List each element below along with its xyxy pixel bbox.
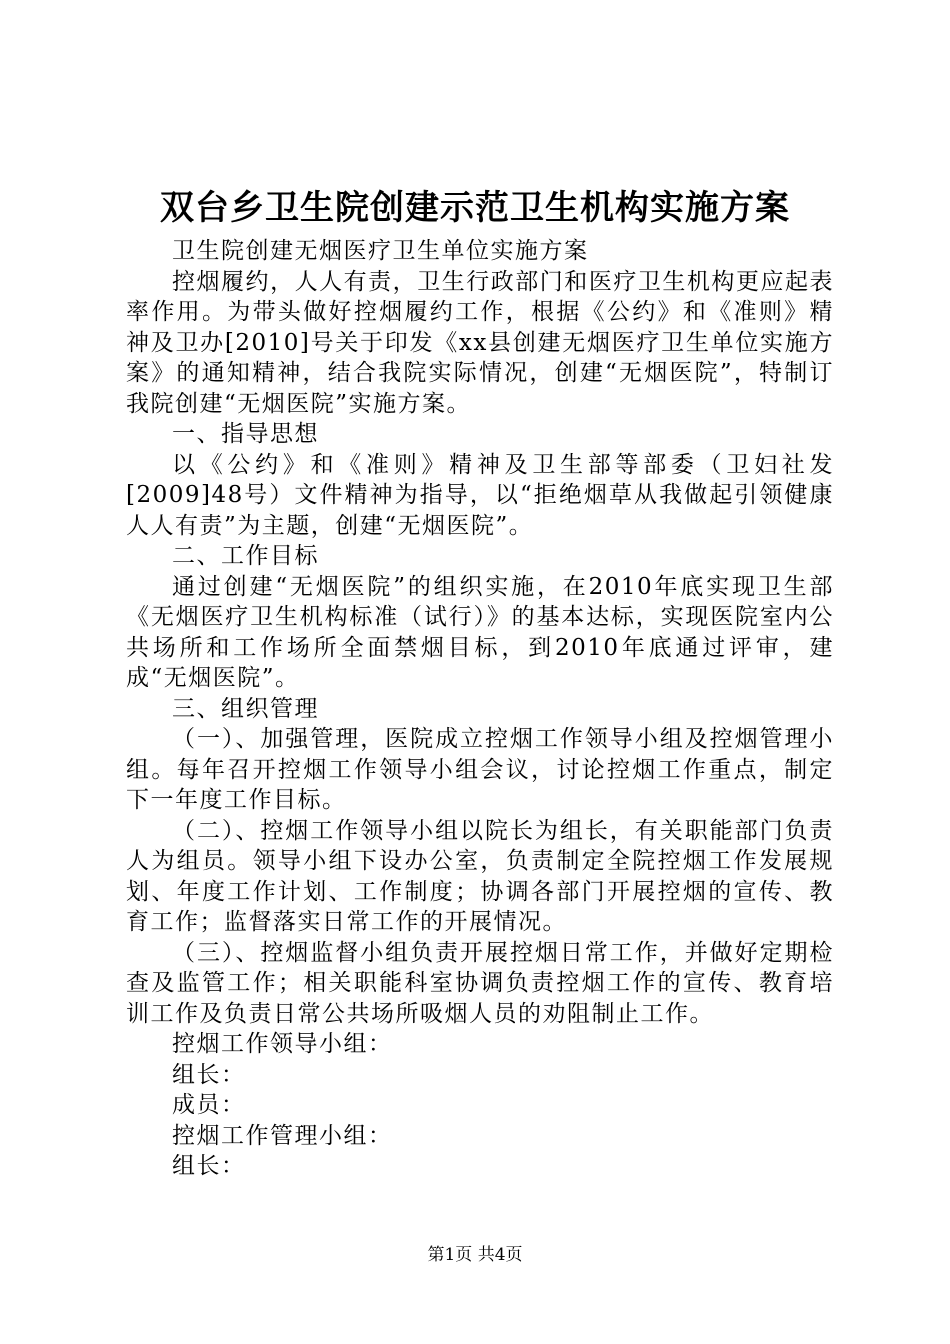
organization-paragraph-2: （二）、控烟工作领导小组以院长为组长，有关职能部门负责人为组员。领导小组下设办公室，负责制定全院控烟工作发展规划、年度工作计划、工作制度；协调各部门开展控烟的宣传、教育工作；监督落实日常工作的开展情况。 [126,817,834,935]
management-group-label: 控烟工作管理小组： [172,1122,393,1149]
organization-paragraph-1: （一）、加强管理，医院成立控烟工作领导小组及控烟管理小组。每年召开控烟工作领导小组会议，讨论控烟工作重点，制定下一年度工作目标。 [126,726,834,813]
subtitle-paragraph: 卫生院创建无烟医疗卫生单位实施方案 [172,238,589,264]
intro-paragraph: 控烟履约，人人有责，卫生行政部门和医疗卫生机构更应起表率作用。为带头做好控烟履约工作，根据《公约》和《准则》精神及卫办[2010]号关于印发《xx县创建无烟医疗卫生单位实施方案》的通知精神，结合我院实际情况，创建“无烟医院”，特制订我院创建“无烟医院”实施方案。 [126,268,834,417]
section-heading-work-goals: 二、工作目标 [172,543,319,569]
section-heading-organization: 三、组织管理 [172,695,319,722]
document-body [126,236,834,1182]
management-leader-field: 组长： [172,1153,246,1179]
leadership-group-label: 控烟工作领导小组： [172,1031,393,1057]
organization-paragraph-3: （三）、控烟监督小组负责开展控烟日常工作，并做好定期检查及监管工作；相关职能科室协调负责控烟工作的宣传、教育培训工作及负责日常公共场所吸烟人员的劝阻制止工作。 [126,939,834,1027]
guiding-ideology-paragraph: 以《公约》和《准则》精神及卫生部等部委（卫妇社发[2009]48号）文件精神为指导，以“拒绝烟草从我做起引领健康人人有责”为主题，创建“无烟医院”。 [126,451,834,539]
leadership-leader-field: 组长： [172,1061,246,1088]
leadership-members-field: 成员： [172,1092,246,1118]
document-title: 双台乡卫生院创建示范卫生机构实施方案 [160,188,790,228]
section-heading-guiding-ideology: 一、指导思想 [172,421,319,447]
page-number-footer: 第1页 共4页 [427,1245,523,1265]
work-goals-paragraph: 通过创建“无烟医院”的组织实施，在2010年底实现卫生部《无烟医疗卫生机构标准（试行）》的基本达标，实现医院室内公共场所和工作场所全面禁烟目标，到2010年底通过评审，建成“无烟医院”。 [126,573,834,691]
